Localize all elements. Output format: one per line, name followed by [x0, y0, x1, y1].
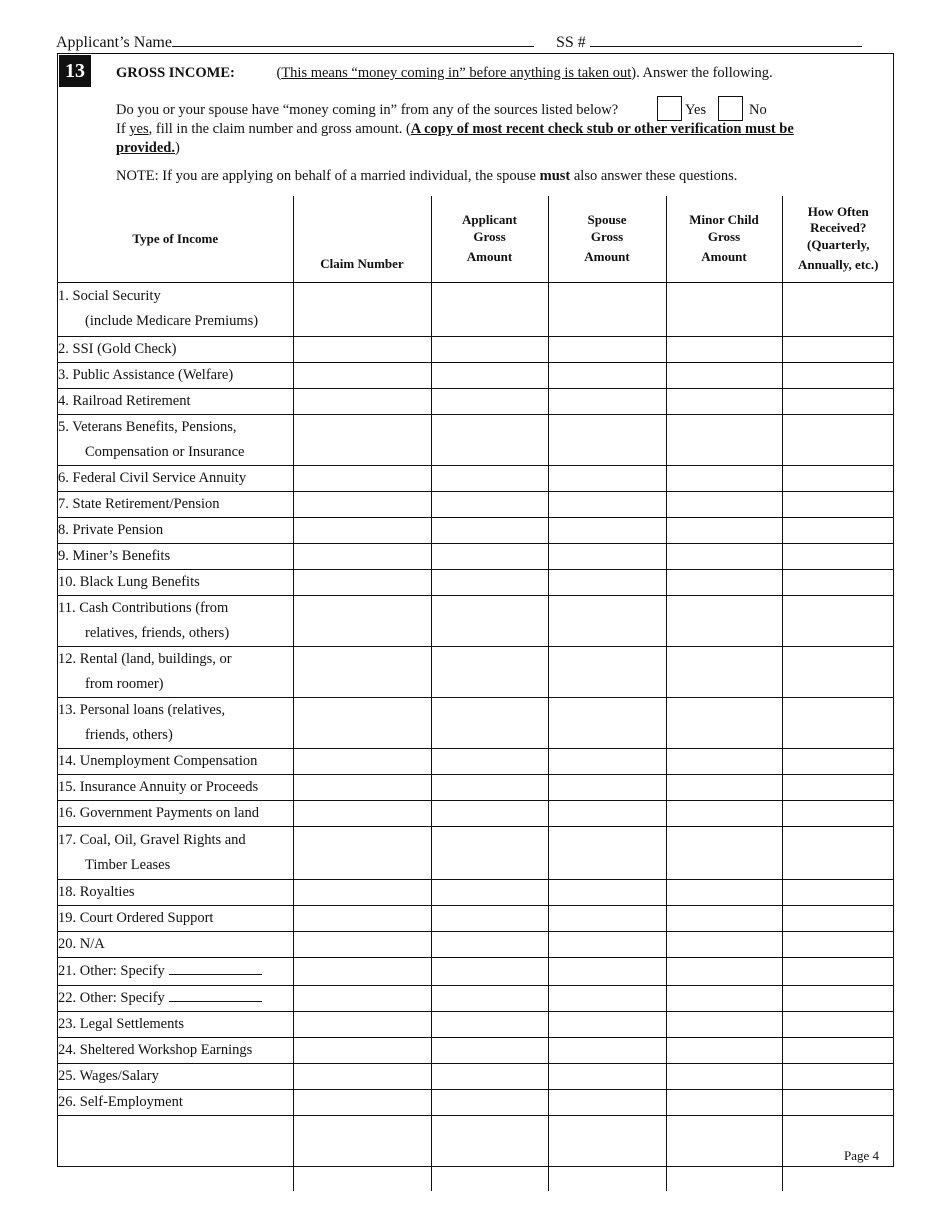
- applicant-amount-cell[interactable]: [431, 905, 548, 931]
- minor-child-amount-cell[interactable]: [666, 1037, 782, 1063]
- how-often-cell[interactable]: [782, 465, 894, 491]
- applicant-amount-cell[interactable]: [431, 800, 548, 826]
- minor-child-amount-cell[interactable]: [666, 748, 782, 774]
- minor-child-amount-cell[interactable]: [666, 517, 782, 543]
- income-type-label: [58, 1037, 293, 1063]
- table-row: [58, 543, 894, 569]
- how-often-cell[interactable]: [782, 826, 894, 879]
- applicant-amount-cell[interactable]: [431, 985, 548, 1011]
- income-type-label: [58, 414, 293, 465]
- minor-child-amount-cell[interactable]: [666, 569, 782, 595]
- claim-number-cell[interactable]: [293, 905, 431, 931]
- income-type-label: [58, 826, 293, 879]
- section-title-line: [116, 65, 773, 82]
- income-type-label: [58, 595, 293, 646]
- minor-child-amount-cell[interactable]: [666, 985, 782, 1011]
- claim-number-cell[interactable]: [293, 985, 431, 1011]
- spouse-amount-cell[interactable]: [548, 1089, 666, 1115]
- spouse-amount-cell[interactable]: [548, 957, 666, 985]
- spouse-amount-cell[interactable]: [548, 879, 666, 905]
- how-often-cell[interactable]: [782, 748, 894, 774]
- applicant-amount-cell[interactable]: [431, 282, 548, 336]
- spouse-amount-cell[interactable]: [548, 748, 666, 774]
- spouse-h2: Gross: [590, 228, 624, 244]
- how-often-cell[interactable]: [782, 569, 894, 595]
- claim-number-cell[interactable]: [293, 517, 431, 543]
- applicant-amount-cell[interactable]: [431, 362, 548, 388]
- income-type-label: [58, 282, 293, 336]
- often-h2: Received?: [810, 220, 867, 236]
- minor-child-amount-cell[interactable]: [666, 800, 782, 826]
- claim-number-cell[interactable]: [293, 569, 431, 595]
- income-type-text: 16. Government Payments on land: [58, 804, 259, 821]
- applicant-amount-cell[interactable]: [431, 336, 548, 362]
- minor-child-amount-cell[interactable]: [666, 1063, 782, 1089]
- applicant-name-field[interactable]: [172, 32, 534, 47]
- minor-h2: Gross: [707, 228, 741, 244]
- income-type-label: [58, 465, 293, 491]
- table-row: [58, 774, 894, 800]
- claim-number-cell[interactable]: [293, 336, 431, 362]
- how-often-cell[interactable]: [782, 388, 894, 414]
- income-type-label: [58, 517, 293, 543]
- income-type-text: 1. Social Security: [58, 288, 161, 304]
- spouse-amount-cell[interactable]: [548, 697, 666, 748]
- table-row: [58, 595, 894, 646]
- income-type-label: [58, 697, 293, 748]
- income-type-text-line2: relatives, friends, others): [85, 624, 230, 641]
- no-checkbox[interactable]: [718, 96, 743, 121]
- income-type-text: 6. Federal Civil Service Annuity: [58, 469, 247, 486]
- claim-number-cell[interactable]: [293, 388, 431, 414]
- blank-cell[interactable]: [58, 1115, 293, 1191]
- table-row: [58, 1089, 894, 1115]
- table-row: [58, 465, 894, 491]
- spouse-amount-cell[interactable]: [548, 905, 666, 931]
- how-often-cell[interactable]: [782, 517, 894, 543]
- col-minor-child-gross: [666, 196, 782, 282]
- spouse-amount-cell[interactable]: [548, 362, 666, 388]
- ss-label: SS #: [555, 34, 586, 51]
- income-type-text-line2: (include Medicare Premiums): [85, 313, 259, 329]
- if-yes-post: , fill in the claim number and gross amount. (: [148, 121, 411, 137]
- applicant-amount-cell[interactable]: [431, 1089, 548, 1115]
- income-type-text: 19. Court Ordered Support: [58, 909, 214, 926]
- income-type-label: [58, 1063, 293, 1089]
- income-type-text: 9. Miner’s Benefits: [58, 547, 171, 564]
- income-type-label: [58, 388, 293, 414]
- applicant-amount-cell[interactable]: [431, 491, 548, 517]
- ss-number-field[interactable]: [590, 32, 862, 47]
- income-type-text-line2: friends, others): [85, 726, 173, 743]
- claim-number-cell[interactable]: [293, 800, 431, 826]
- income-type-label: [58, 646, 293, 697]
- applicant-amount-cell[interactable]: [431, 957, 548, 985]
- applicant-amount-cell[interactable]: [431, 879, 548, 905]
- applicant-amount-cell[interactable]: [431, 388, 548, 414]
- spouse-amount-cell[interactable]: [548, 543, 666, 569]
- often-h1: How Often: [807, 203, 869, 219]
- income-type-label: [58, 800, 293, 826]
- applicant-amount-cell[interactable]: [431, 1011, 548, 1037]
- minor-child-amount-cell[interactable]: [666, 1011, 782, 1037]
- applicant-amount-cell[interactable]: [431, 569, 548, 595]
- applicant-h3: Amount: [466, 249, 513, 264]
- minor-child-amount-cell[interactable]: [666, 282, 782, 336]
- spouse-amount-cell[interactable]: [548, 985, 666, 1011]
- spouse-amount-cell[interactable]: [548, 491, 666, 517]
- table-row: [58, 491, 894, 517]
- spouse-amount-cell[interactable]: [548, 414, 666, 465]
- income-type-label: [58, 957, 293, 985]
- income-type-text: 10. Black Lung Benefits: [58, 573, 200, 590]
- income-type-text: 12. Rental (land, buildings, or: [58, 650, 232, 667]
- section-title: GROSS INCOME:: [116, 65, 235, 81]
- income-type-text: 4. Railroad Retirement: [58, 392, 191, 409]
- table-row: [58, 414, 894, 465]
- minor-child-amount-cell[interactable]: [666, 414, 782, 465]
- income-type-text: 25. Wages/Salary: [58, 1067, 159, 1084]
- applicant-amount-cell[interactable]: [431, 748, 548, 774]
- table-row: [58, 282, 894, 336]
- note-must: must: [539, 168, 571, 184]
- minor-h1: Minor Child: [689, 212, 759, 227]
- table-row: [58, 336, 894, 362]
- minor-child-amount-cell[interactable]: [666, 543, 782, 569]
- claim-number-cell[interactable]: [293, 826, 431, 879]
- income-type-label: [58, 543, 293, 569]
- income-type-text-line2: Timber Leases: [85, 856, 171, 873]
- col-applicant-gross: [431, 196, 548, 282]
- claim-number-cell[interactable]: [293, 697, 431, 748]
- claim-number-cell[interactable]: [293, 543, 431, 569]
- applicant-amount-cell[interactable]: [431, 1063, 548, 1089]
- how-often-cell[interactable]: [782, 931, 894, 957]
- section-number: 13: [59, 55, 91, 87]
- table-row: [58, 931, 894, 957]
- how-often-cell[interactable]: [782, 879, 894, 905]
- spouse-amount-cell[interactable]: [548, 517, 666, 543]
- how-often-cell[interactable]: [782, 800, 894, 826]
- table-row: [58, 905, 894, 931]
- income-type-text: 11. Cash Contributions (from: [58, 599, 229, 616]
- income-type-text: 23. Legal Settlements: [58, 1015, 185, 1032]
- minor-child-amount-cell[interactable]: [666, 931, 782, 957]
- table-row: [58, 646, 894, 697]
- how-often-cell[interactable]: [782, 1011, 894, 1037]
- applicant-h2: Gross: [473, 228, 506, 244]
- claim-number-cell[interactable]: [293, 748, 431, 774]
- if-yes-word: yes: [129, 121, 149, 137]
- table-row: [58, 697, 894, 748]
- spouse-amount-cell[interactable]: [548, 465, 666, 491]
- table-row: [58, 1011, 894, 1037]
- minor-child-amount-cell[interactable]: [666, 905, 782, 931]
- applicant-amount-cell[interactable]: [431, 826, 548, 879]
- table-row: [58, 388, 894, 414]
- claim-number-cell[interactable]: [293, 1089, 431, 1115]
- income-type-text: 21. Other: Specify: [58, 962, 165, 979]
- income-meaning: This means “money coming in” before anything is taken out: [281, 65, 632, 81]
- claim-number-cell[interactable]: [293, 879, 431, 905]
- no-label: No: [749, 102, 767, 118]
- yes-label: Yes: [685, 102, 707, 118]
- applicant-amount-cell[interactable]: [431, 465, 548, 491]
- spouse-h3: Amount: [584, 249, 630, 264]
- specify-field[interactable]: [169, 962, 262, 975]
- minor-child-amount-cell[interactable]: [666, 957, 782, 985]
- minor-child-amount-cell[interactable]: [666, 774, 782, 800]
- if-yes-pre: If: [116, 121, 130, 137]
- table-row: [58, 879, 894, 905]
- note-pre: NOTE: If you are applying on behalf of a married individual, the spouse: [116, 168, 540, 184]
- spouse-h1: Spouse: [587, 212, 627, 227]
- table-row: [58, 569, 894, 595]
- income-type-text-line2: Compensation or Insurance: [85, 443, 245, 460]
- minor-child-amount-cell[interactable]: [666, 595, 782, 646]
- income-type-label: [58, 362, 293, 388]
- claim-number-cell[interactable]: [293, 1063, 431, 1089]
- how-often-cell[interactable]: [782, 595, 894, 646]
- applicant-name-label: Applicant’s Name: [56, 34, 172, 51]
- col-type-of-income: Type of Income: [58, 196, 293, 282]
- table-row: [58, 517, 894, 543]
- how-often-cell[interactable]: [782, 957, 894, 985]
- how-often-cell[interactable]: [782, 362, 894, 388]
- blank-cell[interactable]: [431, 1115, 548, 1191]
- claim-number-cell[interactable]: [293, 595, 431, 646]
- spouse-amount-cell[interactable]: [548, 1011, 666, 1037]
- minor-child-amount-cell[interactable]: [666, 697, 782, 748]
- applicant-amount-cell[interactable]: [431, 1037, 548, 1063]
- how-often-cell[interactable]: [782, 414, 894, 465]
- minor-child-amount-cell[interactable]: [666, 491, 782, 517]
- spouse-amount-cell[interactable]: [548, 774, 666, 800]
- how-often-cell[interactable]: [782, 646, 894, 697]
- blank-cell[interactable]: [293, 1115, 431, 1191]
- income-type-text: 18. Royalties: [58, 883, 135, 900]
- income-type-label: [58, 569, 293, 595]
- how-often-cell[interactable]: [782, 282, 894, 336]
- table-row: [58, 1037, 894, 1063]
- income-type-label: [58, 748, 293, 774]
- minor-child-amount-cell[interactable]: [666, 1089, 782, 1115]
- income-type-text: 3. Public Assistance (Welfare): [58, 366, 234, 383]
- spouse-amount-cell[interactable]: [548, 569, 666, 595]
- spouse-amount-cell[interactable]: [548, 1037, 666, 1063]
- income-type-text: 17. Coal, Oil, Gravel Rights and: [58, 831, 246, 848]
- question-text: Do you or your spouse have “money coming in” from any of the sources listed below?: [116, 102, 619, 118]
- claim-number-cell[interactable]: [293, 362, 431, 388]
- minor-child-amount-cell[interactable]: [666, 826, 782, 879]
- table-header-row: [58, 196, 894, 282]
- spouse-note: [116, 168, 737, 185]
- minor-child-amount-cell[interactable]: [666, 646, 782, 697]
- often-h4: Annually, etc.): [797, 257, 879, 273]
- how-often-cell[interactable]: [782, 1063, 894, 1089]
- applicant-h1: Applicant: [462, 212, 517, 227]
- spouse-amount-cell[interactable]: [548, 1063, 666, 1089]
- income-type-label: [58, 1089, 293, 1115]
- spouse-amount-cell[interactable]: [548, 931, 666, 957]
- if-yes-instruction: [116, 120, 856, 158]
- applicant-amount-cell[interactable]: [431, 517, 548, 543]
- spouse-amount-cell[interactable]: [548, 646, 666, 697]
- table-row: [58, 362, 894, 388]
- income-type-label: [58, 1011, 293, 1037]
- income-type-label: [58, 905, 293, 931]
- income-type-text: 8. Private Pension: [58, 521, 164, 538]
- table-row-blank: [58, 1115, 894, 1191]
- how-often-cell[interactable]: [782, 336, 894, 362]
- income-type-label: [58, 491, 293, 517]
- applicant-amount-cell[interactable]: [431, 931, 548, 957]
- claim-number-cell[interactable]: [293, 1011, 431, 1037]
- answer-following: ). Answer the following.: [631, 65, 773, 81]
- minor-child-amount-cell[interactable]: [666, 879, 782, 905]
- minor-h3: Amount: [701, 249, 747, 264]
- note-post: also answer these questions.: [570, 168, 738, 184]
- claim-number-cell[interactable]: [293, 646, 431, 697]
- paren-open: (: [276, 65, 282, 81]
- income-type-text: 24. Sheltered Workshop Earnings: [58, 1041, 253, 1058]
- applicant-amount-cell[interactable]: [431, 646, 548, 697]
- copy-required-note: A copy of most recent check stub or other verification must be provided.: [116, 121, 794, 156]
- blank-cell[interactable]: [666, 1115, 782, 1191]
- how-often-cell[interactable]: [782, 905, 894, 931]
- spouse-amount-cell[interactable]: [548, 826, 666, 879]
- minor-child-amount-cell[interactable]: [666, 465, 782, 491]
- how-often-cell[interactable]: [782, 697, 894, 748]
- income-type-text: 20. N/A: [58, 935, 105, 952]
- spouse-amount-cell[interactable]: [548, 282, 666, 336]
- how-often-cell[interactable]: [782, 491, 894, 517]
- income-type-text: 26. Self-Employment: [58, 1093, 183, 1110]
- income-type-text: 15. Insurance Annuity or Proceeds: [58, 778, 259, 795]
- minor-child-amount-cell[interactable]: [666, 362, 782, 388]
- claim-number-cell[interactable]: [293, 1037, 431, 1063]
- table-row: [58, 985, 894, 1011]
- spouse-amount-cell[interactable]: [548, 595, 666, 646]
- blank-cell[interactable]: [548, 1115, 666, 1191]
- spouse-amount-cell[interactable]: [548, 336, 666, 362]
- table-row: [58, 1063, 894, 1089]
- specify-field[interactable]: [169, 989, 262, 1002]
- minor-child-amount-cell[interactable]: [666, 336, 782, 362]
- income-type-text: 7. State Retirement/Pension: [58, 495, 220, 512]
- how-often-cell[interactable]: [782, 543, 894, 569]
- table-row: [58, 957, 894, 985]
- income-type-text: 5. Veterans Benefits, Pensions,: [58, 418, 237, 435]
- table-row: [58, 826, 894, 879]
- income-type-label: [58, 931, 293, 957]
- claim-number-cell[interactable]: [293, 465, 431, 491]
- income-type-text: 2. SSI (Gold Check): [58, 340, 177, 357]
- table-row: [58, 748, 894, 774]
- how-often-cell[interactable]: [782, 1089, 894, 1115]
- gross-income-section: [57, 53, 894, 1167]
- income-type-text-line2: from roomer): [85, 675, 164, 692]
- applicant-amount-cell[interactable]: [431, 595, 548, 646]
- income-type-label: [58, 985, 293, 1011]
- income-type-text: 13. Personal loans (relatives,: [58, 701, 226, 718]
- minor-child-amount-cell[interactable]: [666, 388, 782, 414]
- spouse-amount-cell[interactable]: [548, 388, 666, 414]
- spouse-amount-cell[interactable]: [548, 800, 666, 826]
- col-claim-number: Claim Number: [293, 196, 431, 282]
- claim-number-cell[interactable]: [293, 414, 431, 465]
- applicant-amount-cell[interactable]: [431, 543, 548, 569]
- col-how-often: [782, 196, 894, 282]
- how-often-cell[interactable]: [782, 985, 894, 1011]
- copy-close: ): [174, 140, 180, 156]
- income-type-label: [58, 774, 293, 800]
- table-row: [58, 800, 894, 826]
- claim-number-cell[interactable]: [293, 774, 431, 800]
- claim-number-cell[interactable]: [293, 957, 431, 985]
- income-type-label: [58, 336, 293, 362]
- how-often-cell[interactable]: [782, 1037, 894, 1063]
- income-type-label: [58, 879, 293, 905]
- claim-number-cell[interactable]: [293, 491, 431, 517]
- income-type-text: 14. Unemployment Compensation: [58, 752, 258, 769]
- col-spouse-gross: [548, 196, 666, 282]
- applicant-amount-cell[interactable]: [431, 774, 548, 800]
- claim-number-cell[interactable]: [293, 931, 431, 957]
- income-table: [58, 196, 894, 1191]
- claim-number-cell[interactable]: [293, 282, 431, 336]
- page-number: Page 4: [843, 1148, 879, 1163]
- applicant-amount-cell[interactable]: [431, 414, 548, 465]
- applicant-amount-cell[interactable]: [431, 697, 548, 748]
- income-type-text: 22. Other: Specify: [58, 989, 165, 1006]
- how-often-cell[interactable]: [782, 774, 894, 800]
- yes-checkbox[interactable]: [657, 96, 682, 121]
- often-h3: (Quarterly,: [807, 236, 870, 252]
